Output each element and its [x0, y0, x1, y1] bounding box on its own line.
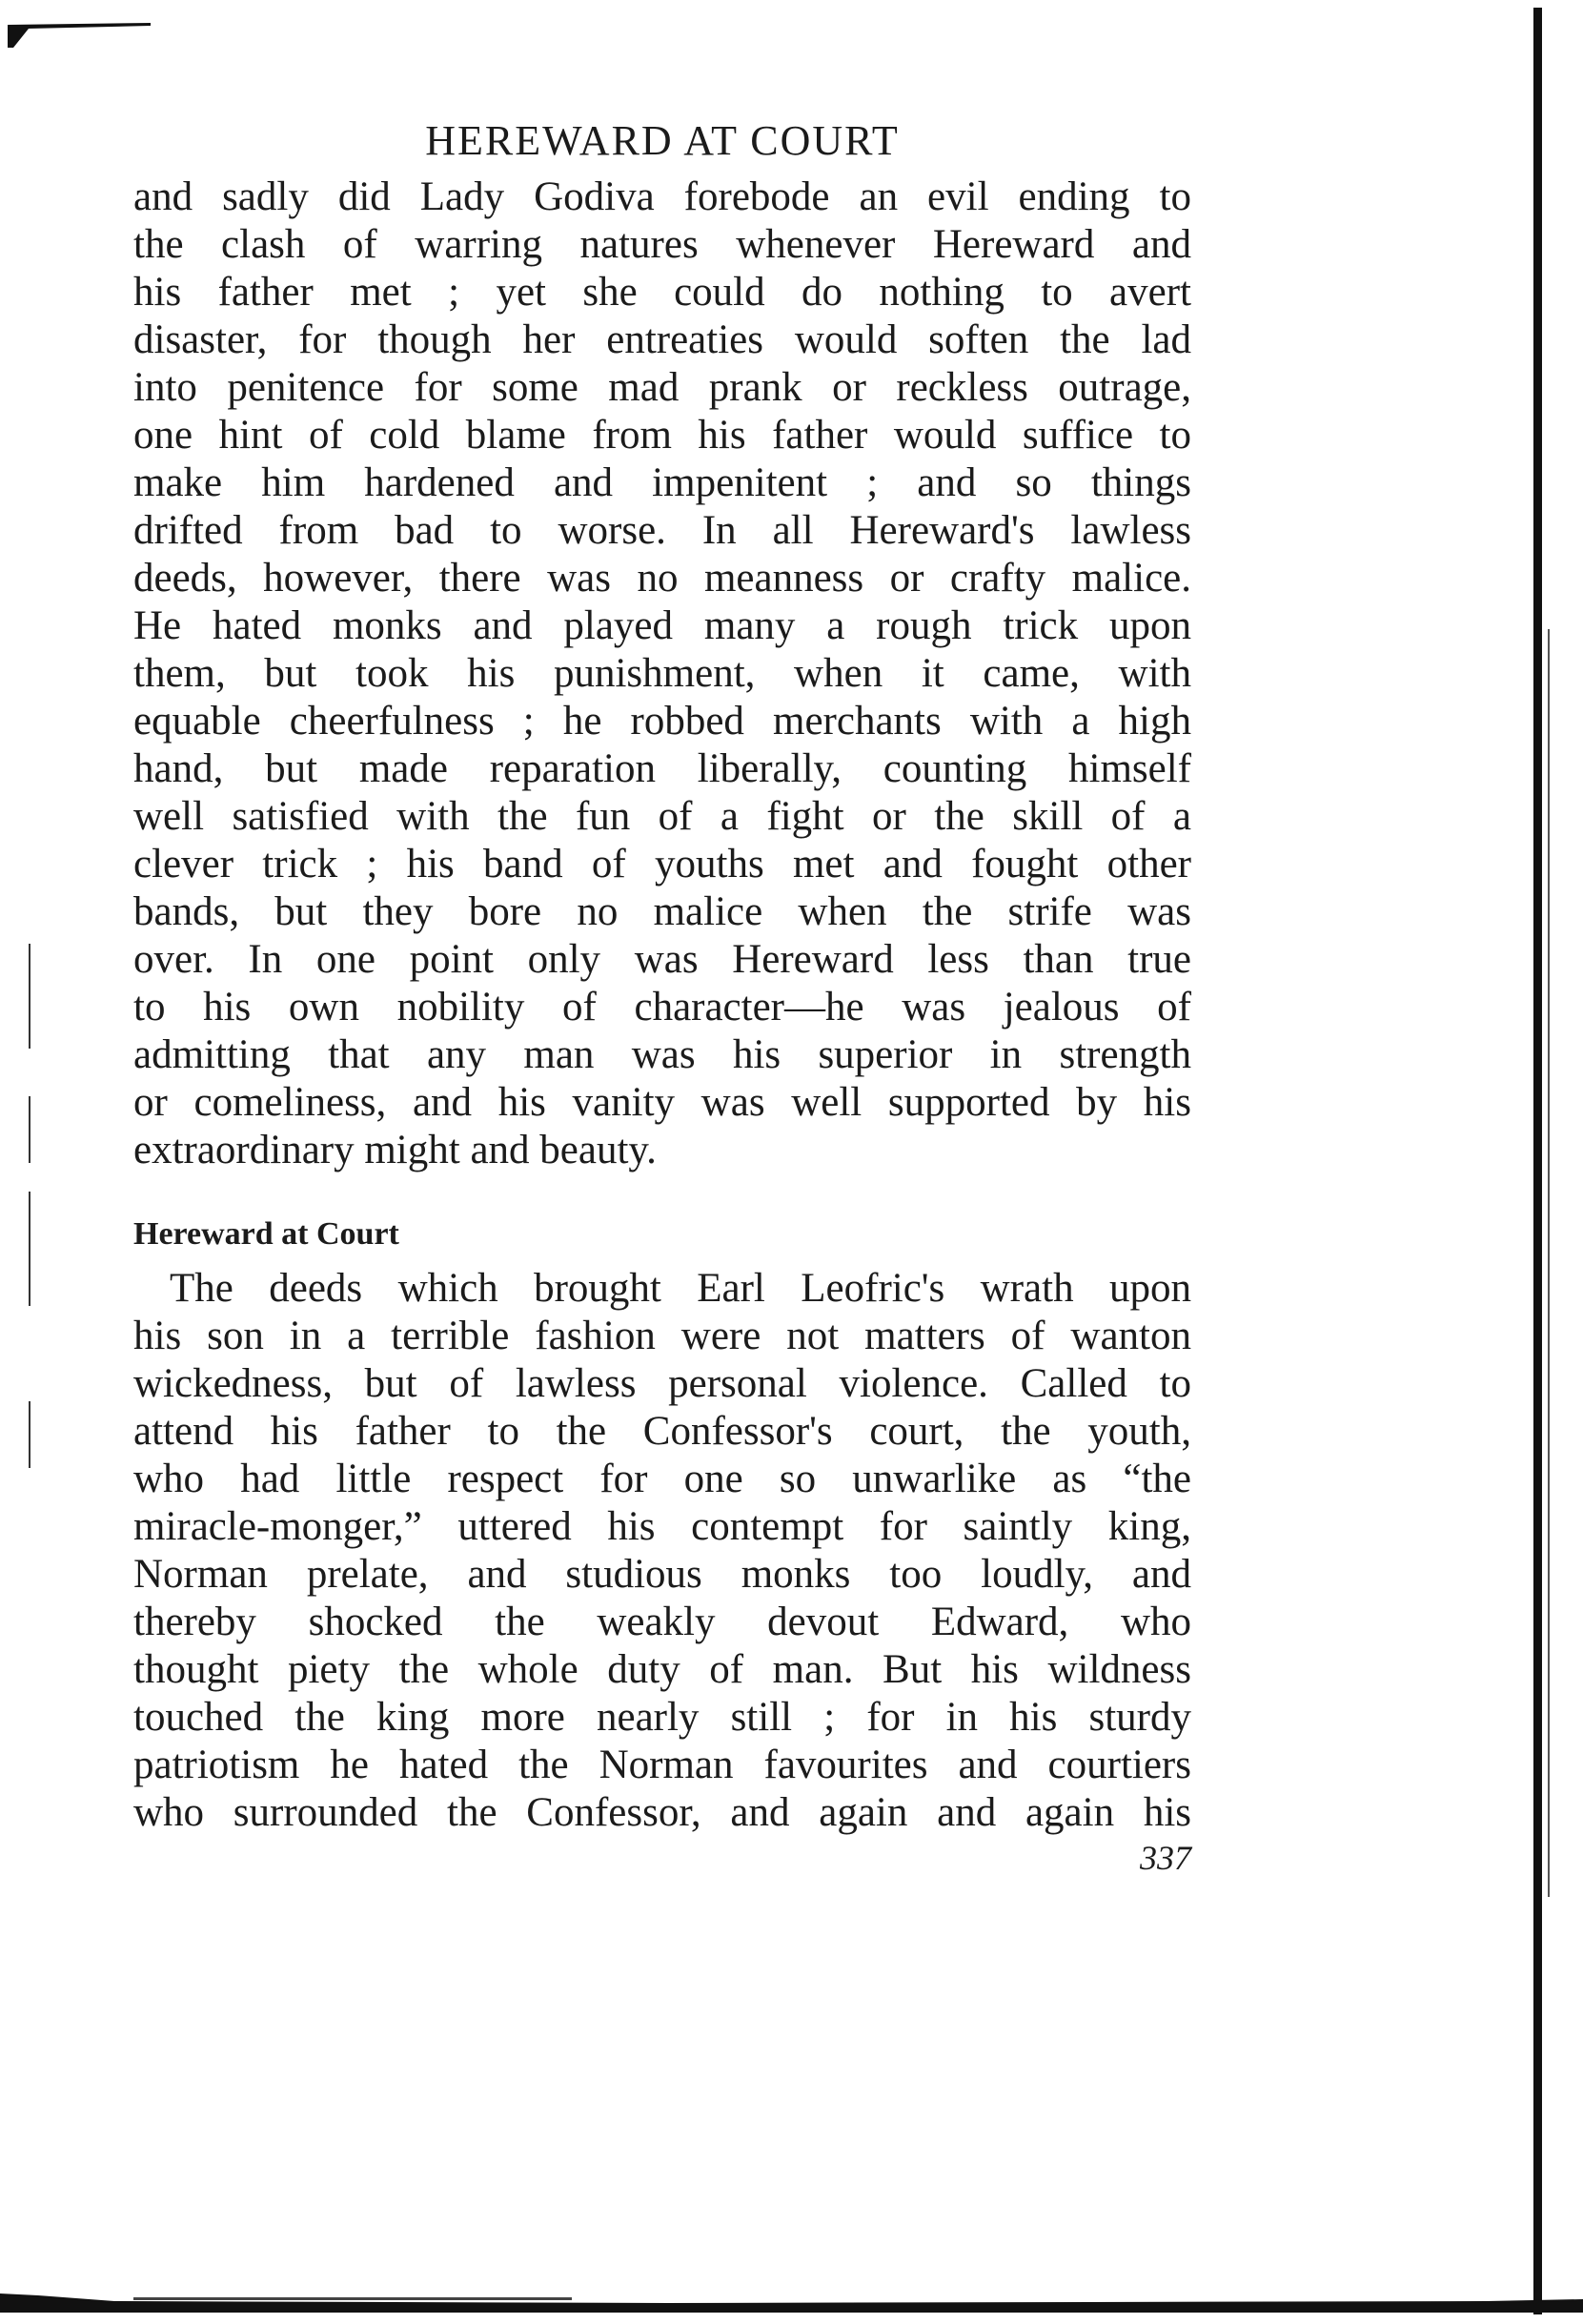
text-line: well satisfied with the fun of a fight or the skill of a: [133, 794, 1191, 839]
text-line: attend his father to the Confessor's court, the youth,: [133, 1409, 1191, 1454]
text-line: to his own nobility of character—he was jealous of: [133, 985, 1191, 1029]
text-line: wickedness, but of lawless personal violence. Called to: [133, 1361, 1191, 1406]
scan-margin-tick: [29, 1096, 30, 1163]
text-line: clever trick ; his band of youths met and fought other: [133, 842, 1191, 887]
text-line: drifted from bad to worse. In all Hereward's lawless: [133, 508, 1191, 553]
text-line: miracle-monger,” uttered his contempt for saintly king,: [133, 1504, 1191, 1549]
scan-margin-tick: [29, 944, 30, 1049]
scan-margin-tick: [29, 1401, 30, 1468]
text-line: or comeliness, and his vanity was well supported by his: [133, 1080, 1191, 1125]
scan-margin-tick: [29, 1192, 30, 1306]
section-heading: Hereward at Court: [133, 1216, 399, 1252]
text-line: equable cheerfulness ; he robbed merchants with a high: [133, 699, 1191, 744]
text-line: touched the king more nearly still ; for in his sturdy: [133, 1695, 1191, 1740]
text-line: his father met ; yet she could do nothing to avert: [133, 270, 1191, 315]
text-line: disaster, for though her entreaties would soften the lad: [133, 317, 1191, 362]
scan-corner-mark: [8, 21, 151, 50]
text-line: the clash of warring natures whenever Hereward and: [133, 222, 1191, 267]
paragraph-1: [133, 173, 1191, 1174]
text-line: who surrounded the Confessor, and again and again his: [133, 1790, 1191, 1835]
text-line: his son in a terrible fashion were not matters of wanton: [133, 1314, 1191, 1358]
scan-binding-edge-thin: [1548, 629, 1550, 1897]
text-line: into penitence for some mad prank or reckless outrage,: [133, 365, 1191, 410]
text-line: and sadly did Lady Godiva forebode an evil ending to: [133, 174, 1191, 219]
scan-binding-edge: [1533, 8, 1542, 2314]
text-line: who had little respect for one so unwarlike as “the: [133, 1457, 1191, 1501]
paragraph-2: [133, 1265, 1191, 1837]
text-line: extraordinary might and beauty.: [133, 1128, 657, 1172]
text-line: hand, but made reparation liberally, counting himself: [133, 746, 1191, 791]
text-line: patriotism he hated the Norman favourites and courtiers: [133, 1743, 1191, 1787]
text-line: thought piety the whole duty of man. But his wildness: [133, 1647, 1191, 1692]
page-number: 337: [1140, 1839, 1191, 1877]
running-title: HEREWARD AT COURT: [425, 117, 900, 164]
text-line: them, but took his punishment, when it came, with: [133, 651, 1191, 696]
text-line: He hated monks and played many a rough trick upon: [133, 603, 1191, 648]
scan-bottom-edge: [0, 2288, 1583, 2313]
text-line: The deeds which brought Earl Leofric's wrath upon: [170, 1266, 1191, 1311]
text-line: Norman prelate, and studious monks too loudly, and: [133, 1552, 1191, 1597]
text-line: over. In one point only was Hereward less than true: [133, 937, 1191, 982]
text-line: make him hardened and impenitent ; and so things: [133, 460, 1191, 505]
text-line: one hint of cold blame from his father would suffice to: [133, 413, 1191, 458]
text-line: thereby shocked the weakly devout Edward, who: [133, 1600, 1191, 1644]
text-line: bands, but they bore no malice when the strife was: [133, 889, 1191, 934]
text-line: deeds, however, there was no meanness or crafty malice.: [133, 556, 1191, 601]
text-line: admitting that any man was his superior in strength: [133, 1032, 1191, 1077]
